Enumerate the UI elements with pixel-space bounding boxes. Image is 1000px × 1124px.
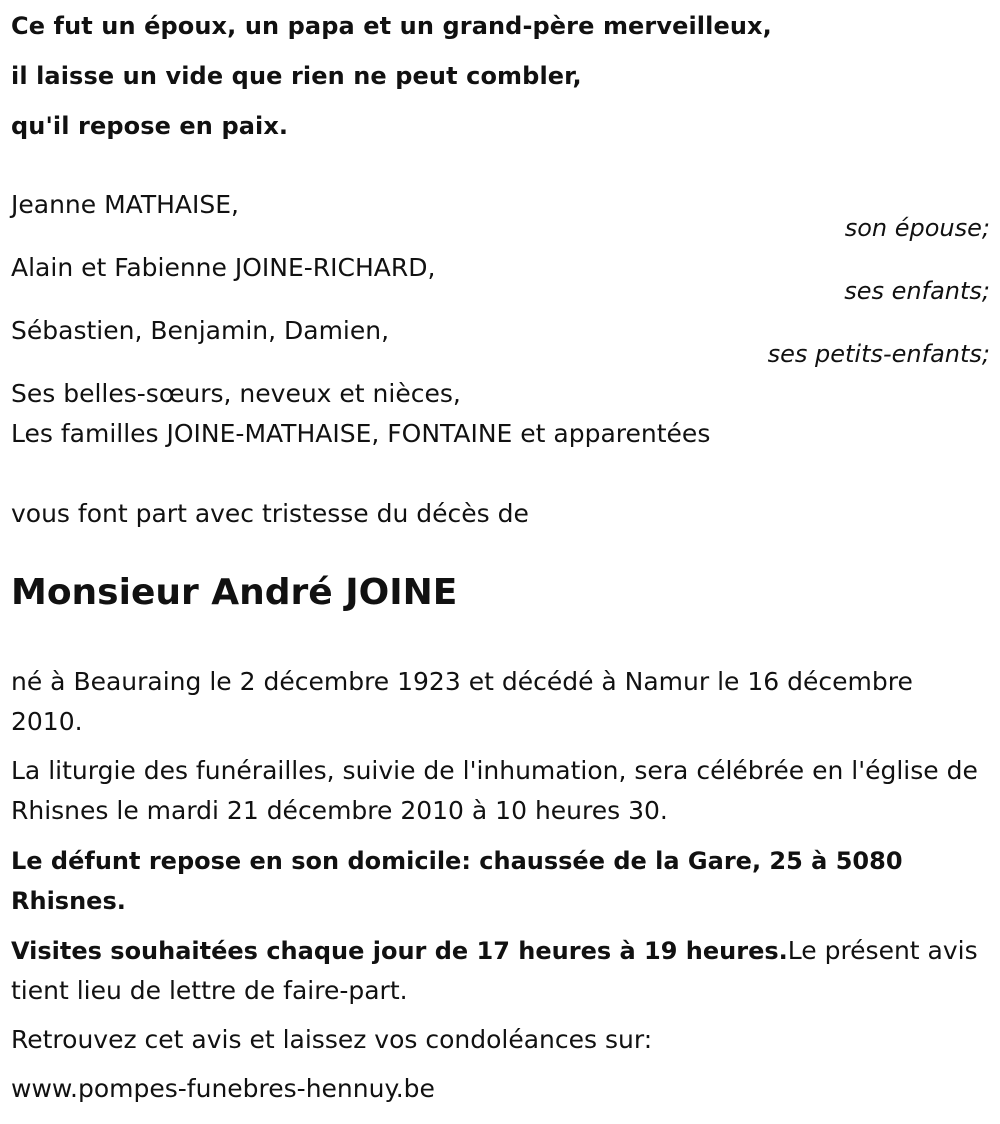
family-relation-children: ses enfants;: [844, 277, 990, 305]
condolences-text: Retrouvez cet avis et laissez vos condoléances sur:: [11, 1025, 653, 1054]
family-relation-grandchildren: ses petits-enfants;: [767, 340, 990, 368]
liturgy-info: La liturgie des funérailles, suivie de l'inhumation, sera célébrée en l'église de Rhisnes le mardi 21 décembre 2010 à 10 heures 30.: [11, 756, 978, 825]
family-name-grandchildren: Sébastien, Benjamin, Damien,: [11, 316, 390, 345]
family-name-children: Alain et Fabienne JOINE-RICHARD,: [11, 253, 436, 282]
family-name-spouse: Jeanne MATHAISE,: [11, 190, 239, 219]
visits-info: [11, 931, 991, 1011]
repose-info: Le défunt repose en son domicile: chaussée de la Gare, 25 à 5080 Rhisnes.: [11, 847, 903, 915]
announcement-text: vous font part avec tristesse du décès de: [11, 499, 529, 528]
birth-death-info: né à Beauraing le 2 décembre 1923 et décédé à Namur le 16 décembre 2010.: [11, 667, 913, 736]
visits-hours: Visites souhaitées chaque jour de 17 heures à 19 heures.: [11, 937, 788, 965]
others-line-1: Ses belles-sœurs, neveux et nièces,: [11, 379, 461, 408]
intro-line-2: il laisse un vide que rien ne peut combler,: [11, 62, 582, 90]
intro-line-3: qu'il repose en paix.: [11, 112, 289, 140]
website-link[interactable]: www.pompes-funebres-hennuy.be: [11, 1074, 435, 1103]
others-line-2: Les familles JOINE-MATHAISE, FONTAINE et apparentées: [11, 419, 711, 448]
intro-line-1: Ce fut un époux, un papa et un grand-père merveilleux,: [11, 12, 772, 40]
family-relation-spouse: son épouse;: [844, 214, 990, 242]
visits-note: Le présent avis tient lieu de lettre de faire-part.: [11, 936, 978, 1005]
deceased-name: Monsieur André JOINE: [11, 572, 458, 613]
